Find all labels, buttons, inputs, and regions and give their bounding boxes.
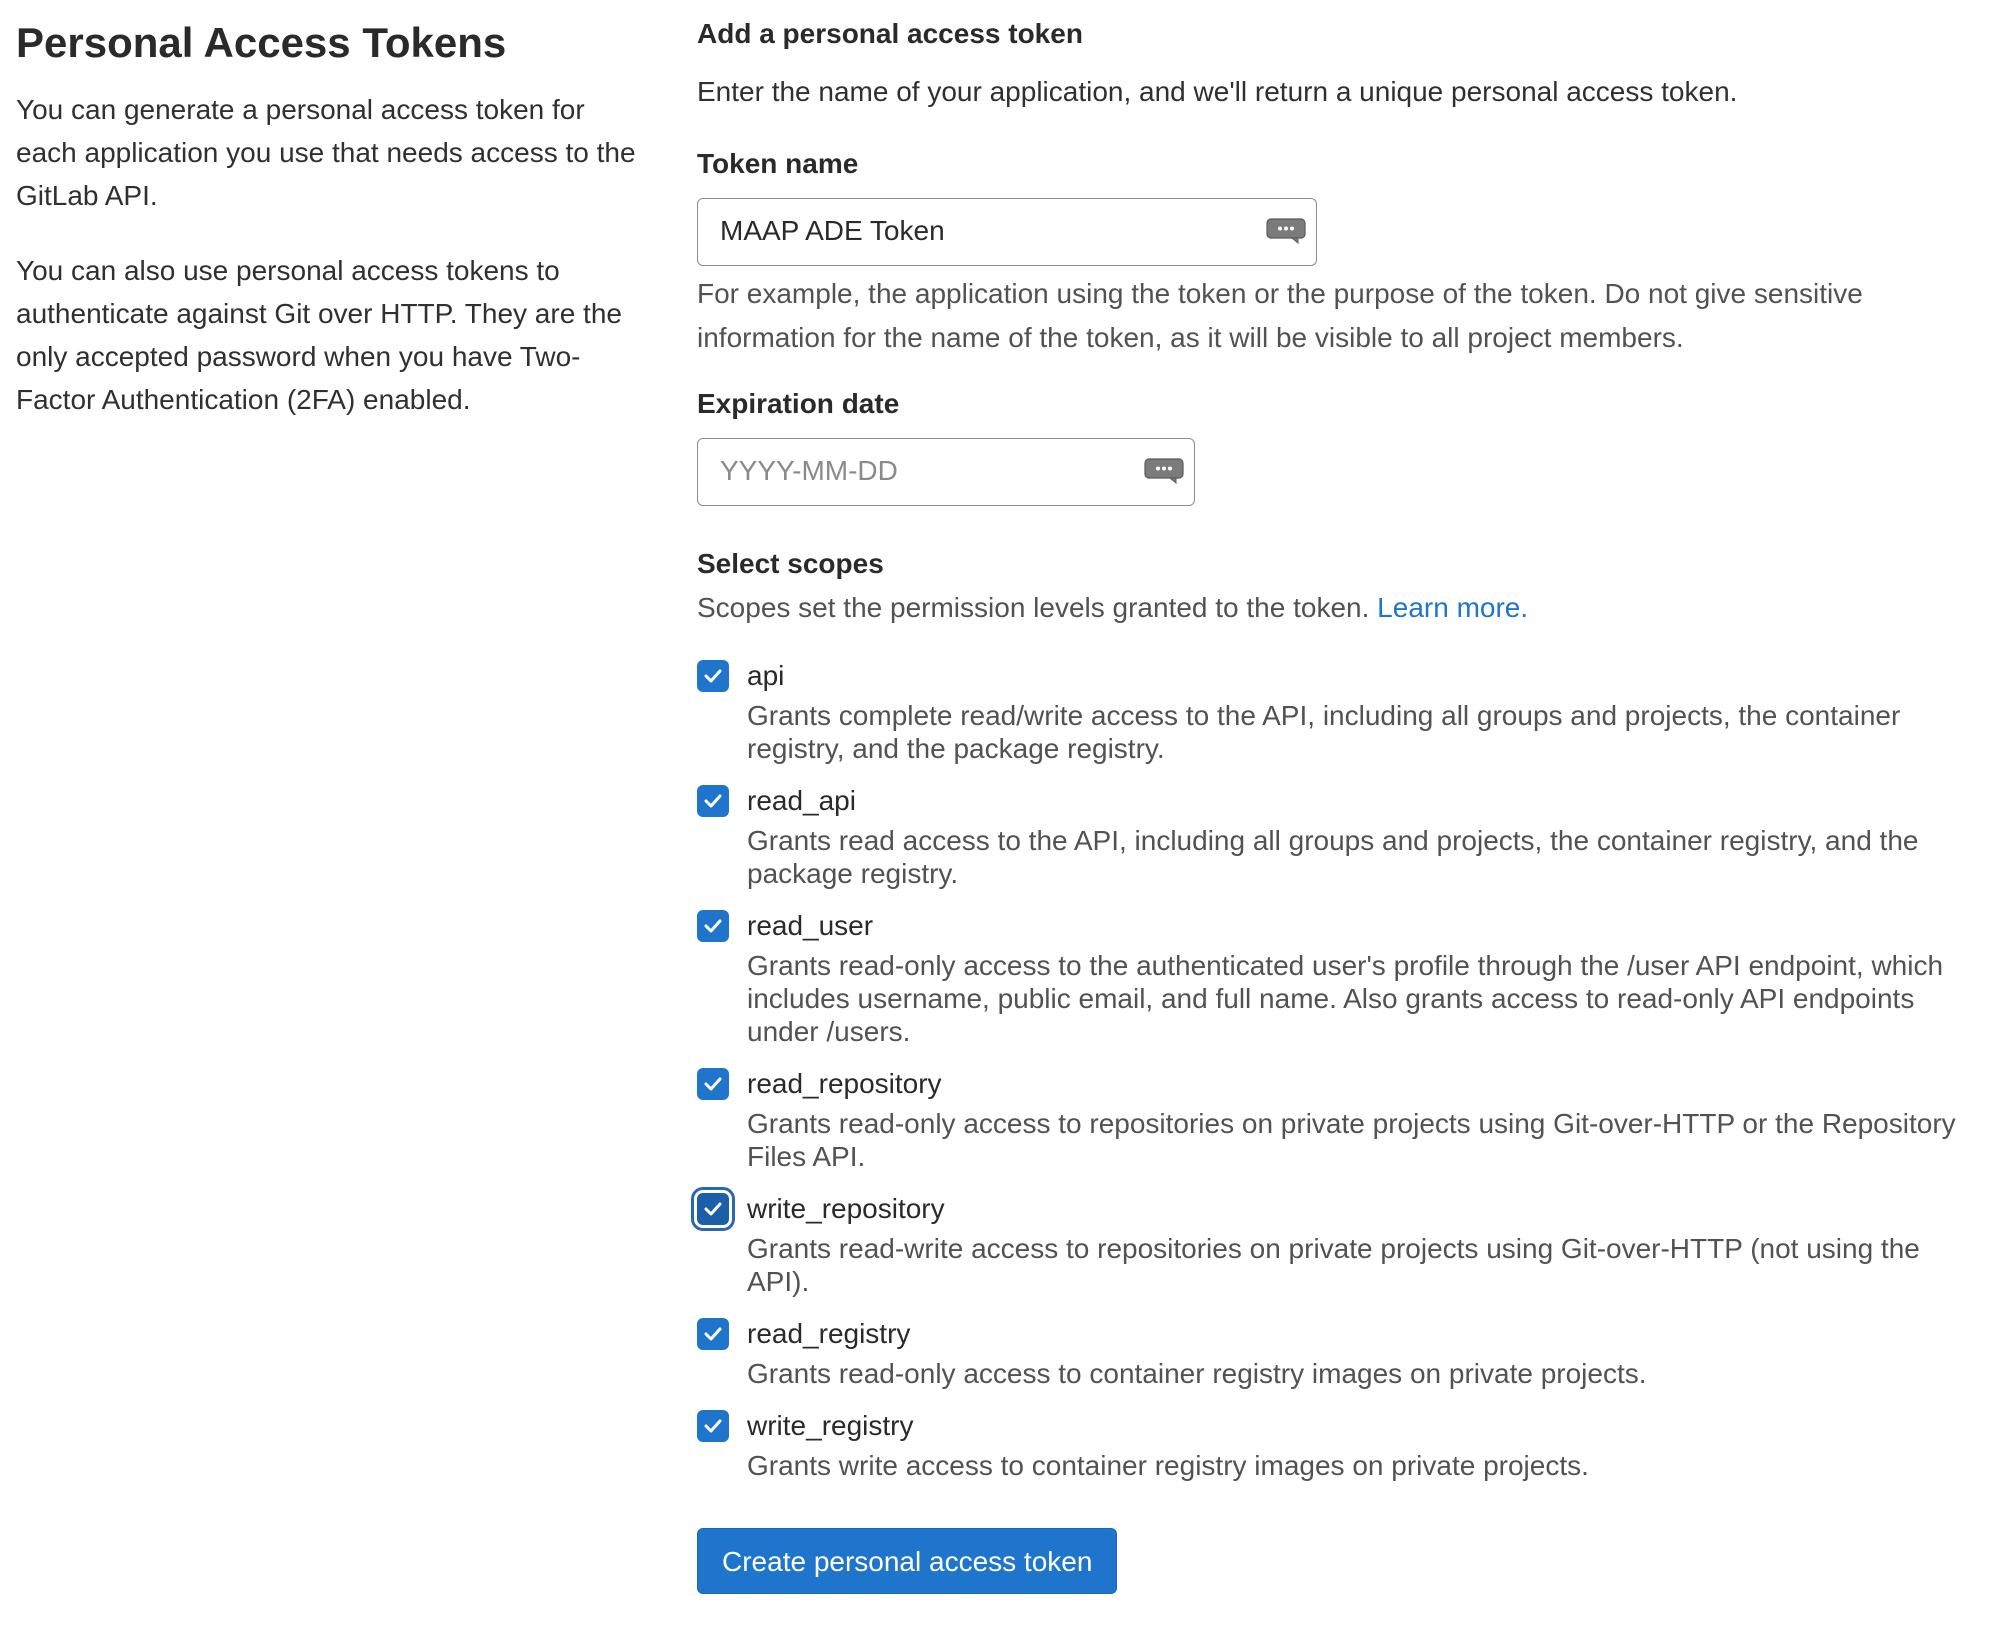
scope-read-repository [697,1062,1987,1173]
scope-description: Grants read-only access to repositories on private projects using Git-over-HTTP or the Repository Files API. [747,1108,1956,1172]
token-name-input[interactable] [698,199,1214,263]
intro-panel [16,16,636,453]
token-name-label: Token name [697,148,859,179]
password-manager-icon[interactable] [1144,458,1184,484]
scope-api-checkbox[interactable] [697,660,729,692]
form-intro: Enter the name of your application, and we'll return a unique personal access token. [697,76,1738,107]
scope-description: Grants write access to container registry images on private projects. [747,1450,1589,1481]
check-icon [704,794,722,808]
intro-paragraph-2: You can also use personal access tokens to authenticate against Git over HTTP. They are the only accepted password when you have Two-Factor Authentication (2FA) enabled. [16,255,622,415]
scope-name: read_user [747,910,874,941]
password-manager-icon[interactable] [1266,218,1306,244]
scope-write-repository [697,1187,1987,1298]
scope-name: api [747,660,785,691]
scope-description: Grants read-write access to repositories on private projects using Git-over-HTTP (not using the API). [747,1233,1920,1297]
expiration-input[interactable] [698,439,1117,503]
scope-read-registry [697,1312,1987,1390]
expiration-field [697,438,1195,506]
scope-description: Grants read-only access to the authenticated user's profile through the /user API endpoint, which includes username, public email, and full name. Also grants access to read-only API endpoints under /users. [747,950,1944,1047]
form-heading: Add a personal access token [697,18,1083,49]
scope-name: read_repository [747,1068,942,1099]
check-icon [704,1327,722,1341]
token-name-group [697,144,1987,360]
token-name-help: For example, the application using the token or the purpose of the token. Do not give sensitive information for the name of the token, as it will be visible to all project members. [697,278,1863,353]
create-token-button[interactable]: Create personal access token [697,1528,1117,1594]
scope-name: write_registry [747,1410,914,1441]
scope-description: Grants read-only access to container registry images on private projects. [747,1358,1647,1389]
scope-read-repository-checkbox[interactable] [697,1068,729,1100]
scopes-help [697,588,1987,628]
intro-paragraph-1: You can generate a personal access token for each application you use that needs access to the GitLab API. [16,94,636,211]
scope-description: Grants read access to the API, including all groups and projects, the container registry, and the package registry. [747,825,1919,889]
scope-write-registry [697,1404,1987,1482]
scope-read-api [697,779,1987,890]
scope-write-repository-checkbox[interactable] [697,1193,729,1225]
scope-name: read_api [747,785,856,816]
scope-description: Grants complete read/write access to the API, including all groups and projects, the container registry, and the package registry. [747,700,1901,764]
expiration-group [697,384,1987,506]
token-name-field [697,198,1317,266]
form-actions [697,1528,1987,1594]
learn-more-link[interactable]: Learn more. [1377,592,1529,623]
token-form [697,14,1987,1594]
scope-name: read_registry [747,1318,911,1349]
scopes-help-text: Scopes set the permission levels granted to the token. [697,592,1370,623]
scope-read-user [697,904,1987,1048]
scopes-title: Select scopes [697,548,884,579]
scope-name: write_repository [747,1193,945,1224]
scope-read-registry-checkbox[interactable] [697,1318,729,1350]
check-icon [704,919,722,933]
page-title: Personal Access Tokens [16,19,507,66]
check-icon [704,1419,722,1433]
expiration-label: Expiration date [697,388,900,419]
check-icon [704,669,722,683]
scope-read-api-checkbox[interactable] [697,785,729,817]
scope-api [697,654,1987,765]
scope-list [697,654,1987,1482]
scopes-section [697,544,1987,1482]
scope-write-registry-checkbox[interactable] [697,1410,729,1442]
check-icon [704,1077,722,1091]
scope-read-user-checkbox[interactable] [697,910,729,942]
check-icon [704,1202,722,1216]
